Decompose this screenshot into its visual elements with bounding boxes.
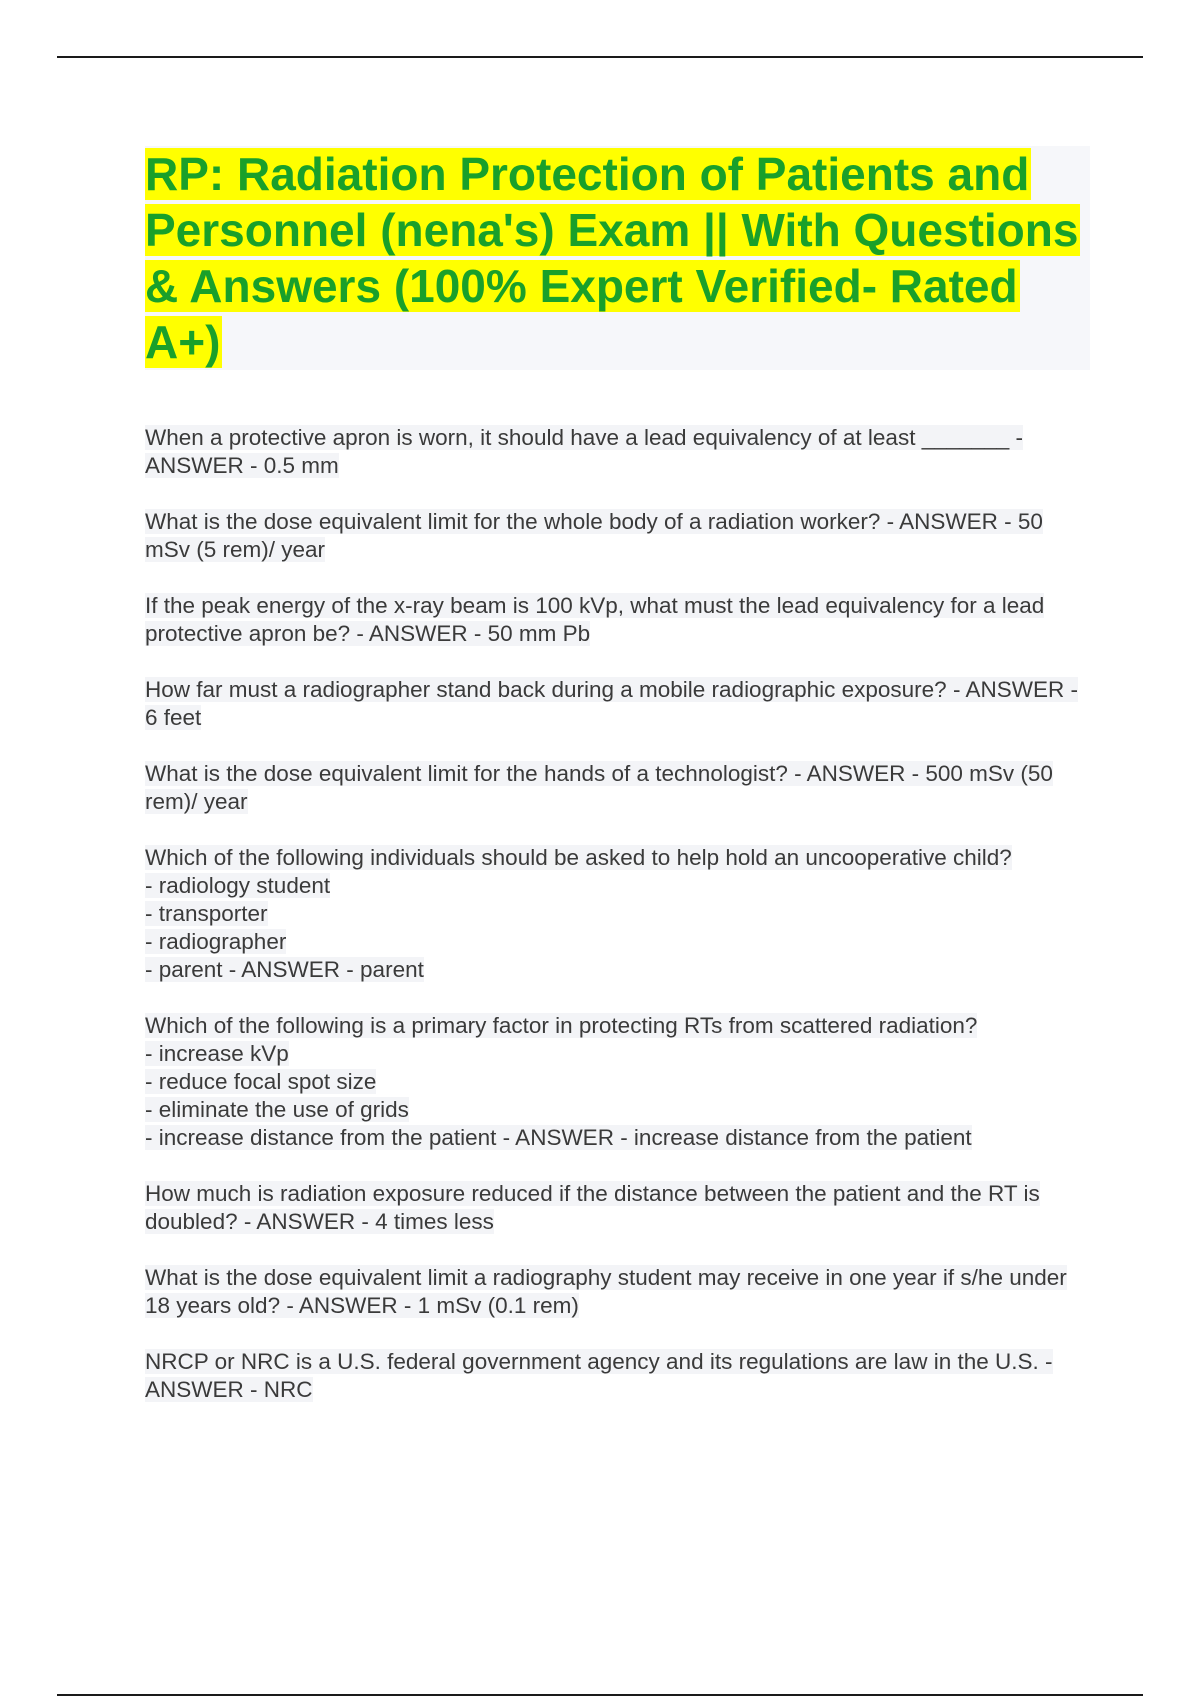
qa-item-5 bbox=[145, 760, 1090, 816]
qa-option: - parent - ANSWER - parent bbox=[145, 957, 424, 982]
qa-option: - radiographer bbox=[145, 929, 287, 954]
title-text: RP: Radiation Protection of Patients and Personnel (nena's) Exam || With Questions & Answers (100% Expert Verified- Rated A+) bbox=[145, 148, 1079, 368]
qa-option: - increase kVp bbox=[145, 1041, 289, 1066]
qa-item-4 bbox=[145, 676, 1090, 732]
qa-text: What is the dose equivalent limit for the whole body of a radiation worker? - ANSWER - 50 mSv (5 rem)/ year bbox=[145, 509, 1043, 562]
qa-item-1 bbox=[145, 424, 1090, 480]
bottom-rule bbox=[57, 1694, 1143, 1696]
qa-item-8 bbox=[145, 1180, 1090, 1236]
qa-item-9 bbox=[145, 1264, 1090, 1320]
qa-option: - transporter bbox=[145, 901, 268, 926]
document-title bbox=[145, 146, 1090, 370]
qa-text: What is the dose equivalent limit a radiography student may receive in one year if s/he under 18 years old? - ANSWER - 1 mSv (0.1 rem) bbox=[145, 1265, 1067, 1318]
title-block bbox=[145, 146, 1090, 370]
qa-item-7 bbox=[145, 1012, 1090, 1152]
qa-text: NRCP or NRC is a U.S. federal government agency and its regulations are law in the U.S. - ANSWER - NRC bbox=[145, 1349, 1053, 1402]
qa-item-3 bbox=[145, 592, 1090, 648]
top-rule bbox=[57, 56, 1143, 58]
qa-option: - radiology student bbox=[145, 873, 331, 898]
qa-option: - reduce focal spot size bbox=[145, 1069, 377, 1094]
qa-text: What is the dose equivalent limit for the hands of a technologist? - ANSWER - 500 mSv (50 rem)/ year bbox=[145, 761, 1053, 814]
qa-text: How much is radiation exposure reduced if the distance between the patient and the RT is doubled? - ANSWER - 4 times less bbox=[145, 1181, 1040, 1234]
qa-item-10 bbox=[145, 1348, 1090, 1404]
qa-question: Which of the following is a primary factor in protecting RTs from scattered radiation? bbox=[145, 1013, 978, 1038]
qa-text: When a protective apron is worn, it should have a lead equivalency of at least _______ - ANSWER - 0.5 mm bbox=[145, 425, 1024, 478]
qa-item-6 bbox=[145, 844, 1090, 984]
qa-option: - eliminate the use of grids bbox=[145, 1097, 409, 1122]
qa-question: Which of the following individuals should be asked to help hold an uncooperative child? bbox=[145, 845, 1012, 870]
qa-text: How far must a radiographer stand back during a mobile radiographic exposure? - ANSWER - 6 feet bbox=[145, 677, 1078, 730]
qa-option: - increase distance from the patient - ANSWER - increase distance from the patient bbox=[145, 1125, 972, 1150]
qa-text: If the peak energy of the x-ray beam is 100 kVp, what must the lead equivalency for a lead protective apron be? - ANSWER - 50 mm Pb bbox=[145, 593, 1045, 646]
qa-item-2 bbox=[145, 508, 1090, 564]
document-body bbox=[145, 146, 1090, 1432]
